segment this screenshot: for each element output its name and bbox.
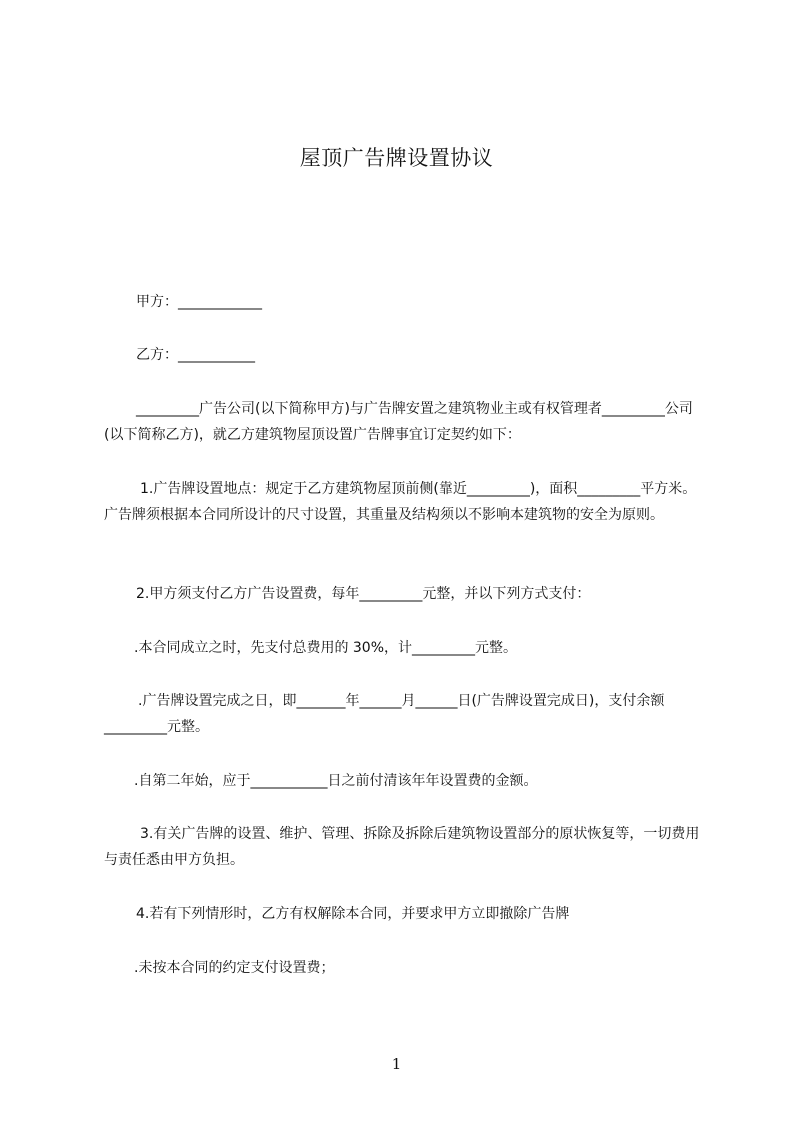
clause-4-paragraph: 4.若有下列情形时，乙方有权解除本合同，并要求甲方立即撤除广告牌 bbox=[136, 906, 570, 922]
clause-2-paragraph: 2.甲方须支付乙方广告设置费，每年_________元整，并以下列方式支付： bbox=[136, 586, 591, 602]
document-title: 屋顶广告牌设置协议 bbox=[299, 146, 494, 170]
intro-paragraph: _________广告公司(以下简称甲方)与广告牌安置之建筑物业主或有权管理者_________公司(以下简称乙方)，就乙方建筑物屋顶设置广告牌事宜订定契约如下： bbox=[104, 401, 693, 443]
clause-4a-paragraph: .未按本合同的约定支付设置费； bbox=[134, 960, 335, 976]
page-number: 1 bbox=[391, 1055, 402, 1073]
clause-2c-paragraph: .自第二年始，应于___________日之前付清该年年设置费的金额。 bbox=[134, 773, 538, 789]
clause-2b-paragraph: .广告牌设置完成之日，即_______年______月______日(广告牌设置完成日)，支付余额_________元整。 bbox=[104, 693, 665, 735]
clause-1-paragraph: 1.广告牌设置地点：规定于乙方建筑物屋顶前侧(靠近_________)，面积_________平方米。广告牌须根据本合同所设计的尺寸设置，其重量及结构须以不影响本建筑物的安全为原则。 bbox=[104, 481, 697, 523]
clause-3-paragraph: 3.有关广告牌的设置、维护、管理、拆除及拆除后建筑物设置部分的原状恢复等，一切费用与责任悉由甲方负担。 bbox=[104, 826, 700, 868]
clause-2a-paragraph: .本合同成立之时，先支付总费用的 30%，计_________元整。 bbox=[134, 640, 518, 656]
party-b-line: 乙方：___________ bbox=[136, 347, 255, 363]
party-a-line: 甲方：____________ bbox=[136, 294, 262, 310]
